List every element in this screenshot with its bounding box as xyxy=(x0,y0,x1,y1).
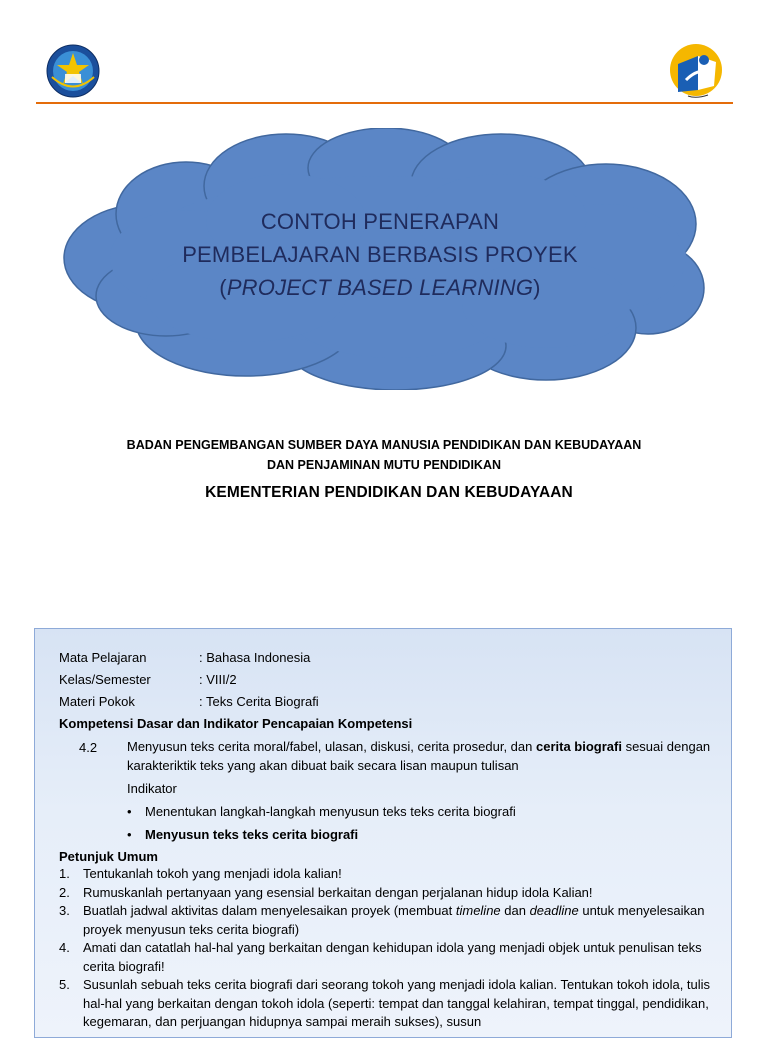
title-line-1: CONTOH PENERAPAN xyxy=(260,209,500,234)
bullet-icon: • xyxy=(127,804,132,819)
indikator-label: Indikator xyxy=(127,781,177,796)
indikator-text: Menyusun teks teks cerita biografi xyxy=(145,827,359,842)
indikator-item xyxy=(59,801,719,823)
meta-row-class xyxy=(59,669,719,691)
petunjuk-list xyxy=(59,865,719,1032)
list-item: 2. Rumuskanlah pertanyaan yang esensial berkaitan dengan perjalanan hidup idola Kalian! xyxy=(59,884,593,900)
list-item: 4. Amati dan catatlah hal-hal yang berkaitan dengan kehidupan idola yang menjadi objek untuk penulisan teks cerita biografi! xyxy=(59,940,702,974)
petunjuk-heading: Petunjuk Umum xyxy=(59,849,158,864)
list-item: 5. Susunlah sebuah teks cerita biografi dari seorang tokoh yang menjadi idola kalian. Tentukan tokoh idola, tulis hal-hal yang berkaitan dengan tokoh idola (seperti: tempat dan tanggal kelahiran, tempat tinggal, pendidikan, kegemaran, dan perjuangan hidupnya sampai meraih sukses), susun xyxy=(59,977,711,1029)
meta-label: Materi Pokok xyxy=(59,694,135,709)
ministry-name: KEMENTERIAN PENDIDIKAN DAN KEBUDAYAAN xyxy=(205,484,573,501)
reading-figure-logo-icon xyxy=(668,42,724,100)
kd-text: Menyusun teks cerita moral/fabel, ulasan, diskusi, cerita prosedur, dan cerita biografi sesuai dengan karakteriktik teks yang akan dibuat baik secara lisan maupun tulisan xyxy=(127,739,711,773)
meta-row-subject xyxy=(59,647,719,669)
meta-row-topic xyxy=(59,691,719,713)
meta-value: : VIII/2 xyxy=(199,672,237,687)
meta-value: : Bahasa Indonesia xyxy=(199,650,311,665)
kemdikbud-logo-icon xyxy=(46,44,100,98)
lesson-info-panel xyxy=(34,628,732,1038)
header-divider xyxy=(36,102,733,104)
bullet-icon: • xyxy=(127,827,132,842)
kd-item xyxy=(59,737,719,775)
indikator-text: Menentukan langkah-langkah menyusun teks teks cerita biografi xyxy=(145,804,516,819)
indikator-item xyxy=(59,824,719,846)
agency-line-2: DAN PENJAMINAN MUTU PENDIDIKAN xyxy=(266,458,502,472)
cloud-title xyxy=(120,205,640,304)
title-line-2: PEMBELAJARAN BERBASIS PROYEK xyxy=(182,242,578,267)
list-item: 3. Buatlah jadwal aktivitas dalam menyelesaikan proyek (membuat timeline dan deadline untuk menyelesaikan proyek menyusun teks cerita biografi) xyxy=(59,903,705,937)
list-item: 1. Tentukanlah tokoh yang menjadi idola kalian! xyxy=(59,866,342,881)
kd-heading: Kompetensi Dasar dan Indikator Pencapaian Kompetensi xyxy=(59,716,413,731)
meta-value: : Teks Cerita Biografi xyxy=(199,694,319,709)
title-line-3: (PROJECT BASED LEARNING) xyxy=(219,275,541,300)
kd-number: 4.2 xyxy=(79,740,98,755)
meta-label: Mata Pelajaran xyxy=(59,650,147,665)
agency-line-1: BADAN PENGEMBANGAN SUMBER DAYA MANUSIA PENDIDIKAN DAN KEBUDAYAAN xyxy=(126,438,642,452)
meta-label: Kelas/Semester xyxy=(59,672,151,687)
